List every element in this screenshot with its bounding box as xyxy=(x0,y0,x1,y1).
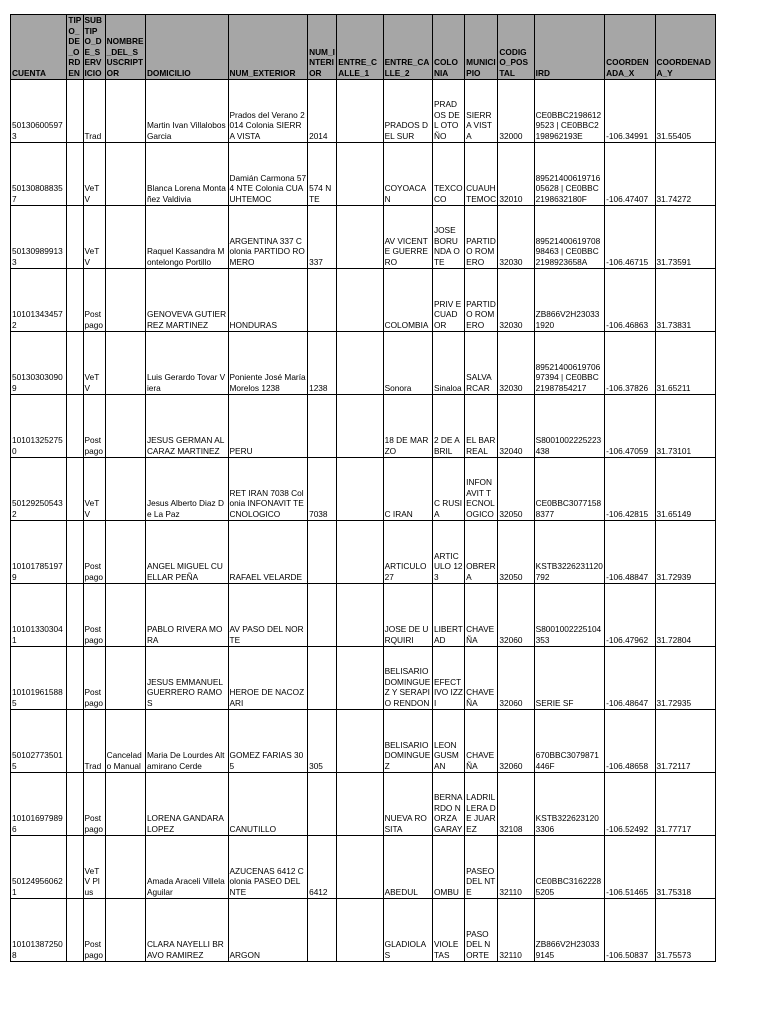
table-cell xyxy=(337,331,383,394)
table-cell: 32000 xyxy=(498,79,534,142)
table-cell: 101013434572 xyxy=(11,268,67,331)
table-cell: -106.48647 xyxy=(605,646,655,709)
table-cell xyxy=(105,898,145,961)
table-cell: Postpago xyxy=(83,394,105,457)
table-cell: 101013303041 xyxy=(11,583,67,646)
table-cell: -106.46863 xyxy=(605,268,655,331)
table-cell: 32050 xyxy=(498,520,534,583)
table-cell: 501249560621 xyxy=(11,835,67,898)
table-cell xyxy=(67,331,83,394)
table-cell: -106.48658 xyxy=(605,709,655,772)
table-cell: 501306005973 xyxy=(11,79,67,142)
table-cell: 32060 xyxy=(498,646,534,709)
table-cell: LORENA GANDARA LOPEZ xyxy=(145,772,228,835)
table-cell: Raquel Kassandra Montelongo Portillo xyxy=(145,205,228,268)
table-cell: 32110 xyxy=(498,898,534,961)
table-row xyxy=(11,835,716,898)
table-cell xyxy=(337,79,383,142)
table-cell xyxy=(105,142,145,205)
table-cell: AZUCENAS 6412 Colonia PASEO DEL NTE xyxy=(228,835,308,898)
table-cell xyxy=(308,898,337,961)
table-cell: LADRILLERA DE JUAREZ xyxy=(465,772,498,835)
table-cell: Prados del Verano 2014 Colonia SIERRA VISTA xyxy=(228,79,308,142)
header-cell: ENTRE_CALLE_2 xyxy=(383,15,432,80)
table-cell: CUAUHTEMOC xyxy=(465,142,498,205)
table-cell: 32030 xyxy=(498,331,534,394)
table-cell: C RUSIA xyxy=(432,457,464,520)
table-cell: 2 DE ABRIL xyxy=(432,394,464,457)
table-cell xyxy=(308,394,337,457)
table-cell xyxy=(308,520,337,583)
table-cell: 32010 xyxy=(498,142,534,205)
table-cell: 1238 xyxy=(308,331,337,394)
header-cell: IRD xyxy=(534,15,605,80)
table-cell: -106.34991 xyxy=(605,79,655,142)
table-cell: Postpago xyxy=(83,898,105,961)
header-cell: NUM_EXTERIOR xyxy=(228,15,308,80)
table-cell xyxy=(67,520,83,583)
table-cell: Postpago xyxy=(83,268,105,331)
table-cell: JOSE BORUNDA OTE xyxy=(432,205,464,268)
table-cell: -106.46715 xyxy=(605,205,655,268)
table-cell: ARTICULO 27 xyxy=(383,520,432,583)
table-cell: PABLO RIVERA MORA xyxy=(145,583,228,646)
table-cell: ZB866V2H230331920 xyxy=(534,268,605,331)
table-cell: BELISARIO DOMINGUEZ xyxy=(383,709,432,772)
table-cell: 501308088357 xyxy=(11,142,67,205)
table-cell: -106.47059 xyxy=(605,394,655,457)
table-cell xyxy=(67,646,83,709)
table-cell: Amada Araceli Villela Aguilar xyxy=(145,835,228,898)
table-cell: NUEVA ROSITA xyxy=(383,772,432,835)
table-cell: SALVARCAR xyxy=(465,331,498,394)
table-cell: COYOACAN xyxy=(383,142,432,205)
table-cell: 32050 xyxy=(498,457,534,520)
table-cell: 101013872508 xyxy=(11,898,67,961)
table-cell xyxy=(67,142,83,205)
table-cell: Blanca Lorena Montañez Valdivia xyxy=(145,142,228,205)
table-cell xyxy=(337,394,383,457)
table-cell: 101019615885 xyxy=(11,646,67,709)
table-cell xyxy=(105,79,145,142)
table-cell: PARTIDO ROMERO xyxy=(465,205,498,268)
table-cell: ANGEL MIGUEL CUELLAR PEÑA xyxy=(145,520,228,583)
table-cell: 31.73831 xyxy=(655,268,716,331)
table-cell xyxy=(105,268,145,331)
table-cell: 501303030909 xyxy=(11,331,67,394)
table-cell xyxy=(308,772,337,835)
table-cell: 6412 xyxy=(308,835,337,898)
table-cell: 31.72117 xyxy=(655,709,716,772)
table-cell: 501027735015 xyxy=(11,709,67,772)
table-cell: CE0BBC21986129523 | CE0BBC2198962193E xyxy=(534,79,605,142)
data-table xyxy=(10,14,716,962)
table-cell: 31.72935 xyxy=(655,646,716,709)
table-cell: 31.73591 xyxy=(655,205,716,268)
table-cell: Cancelado Manual xyxy=(105,709,145,772)
table-row xyxy=(11,709,716,772)
header-cell: DOMICILIO xyxy=(145,15,228,80)
table-cell xyxy=(67,898,83,961)
table-cell: CHAVEÑA xyxy=(465,646,498,709)
table-cell: ARTICULO 123 xyxy=(432,520,464,583)
table-cell: Postpago xyxy=(83,583,105,646)
table-cell xyxy=(67,772,83,835)
table-cell: Postpago xyxy=(83,772,105,835)
table-cell: 32030 xyxy=(498,268,534,331)
table-cell: GOMEZ FARIAS 305 xyxy=(228,709,308,772)
table-cell: Trad xyxy=(83,709,105,772)
header-cell: ENTRE_CALLE_1 xyxy=(337,15,383,80)
table-cell xyxy=(67,709,83,772)
table-cell xyxy=(67,457,83,520)
table-cell: 32040 xyxy=(498,394,534,457)
table-cell: OBRERA xyxy=(465,520,498,583)
table-cell: 31.55405 xyxy=(655,79,716,142)
table-cell: VeTV xyxy=(83,142,105,205)
table-cell: 501309899133 xyxy=(11,205,67,268)
table-cell: SIERRA VISTA xyxy=(465,79,498,142)
table-cell: RET IRAN 7038 Colonia INFONAVIT TECNOLOGICO xyxy=(228,457,308,520)
header-cell: COLONIA xyxy=(432,15,464,80)
table-cell: CHAVEÑA xyxy=(465,583,498,646)
table-cell: PRADOS DEL OTOÑO xyxy=(432,79,464,142)
table-cell xyxy=(337,142,383,205)
table-cell xyxy=(105,835,145,898)
table-cell xyxy=(308,268,337,331)
table-row xyxy=(11,520,716,583)
table-cell: -106.51465 xyxy=(605,835,655,898)
table-cell: 31.73101 xyxy=(655,394,716,457)
table-cell xyxy=(67,394,83,457)
table-cell xyxy=(105,583,145,646)
table-cell: 670BBC3079871446F xyxy=(534,709,605,772)
table-row xyxy=(11,394,716,457)
table-cell: CANUTILLO xyxy=(228,772,308,835)
table-cell xyxy=(337,898,383,961)
table-cell: EL BARREAL xyxy=(465,394,498,457)
header-row xyxy=(11,15,716,80)
table-cell: VIOLETAS xyxy=(432,898,464,961)
table-cell: 31.65149 xyxy=(655,457,716,520)
table-cell: Jesus Alberto Diaz De La Paz xyxy=(145,457,228,520)
table-cell: TEXCOCO xyxy=(432,142,464,205)
table-cell: PERU xyxy=(228,394,308,457)
table-cell: HEROE DE NACOZARI xyxy=(228,646,308,709)
table-cell: VeTV xyxy=(83,331,105,394)
header-cell: CUENTA xyxy=(11,15,67,80)
header-cell: CODIGO_POSTAL xyxy=(498,15,534,80)
table-cell: 31.75318 xyxy=(655,835,716,898)
table-cell: -106.37826 xyxy=(605,331,655,394)
table-cell: 8952140061970898463 | CE0BBC2198923658A xyxy=(534,205,605,268)
table-cell: COLOMBIA xyxy=(383,268,432,331)
table-cell: 31.77717 xyxy=(655,772,716,835)
table-cell xyxy=(337,268,383,331)
table-cell: S8001002225223438 xyxy=(534,394,605,457)
table-cell: PARTIDO ROMERO xyxy=(465,268,498,331)
header-cell: SUB TIPO_DE_SERVICIO xyxy=(83,15,105,80)
table-cell: Postpago xyxy=(83,646,105,709)
table-cell: VeTV Plus xyxy=(83,835,105,898)
table-cell: KSTB3226231203306 xyxy=(534,772,605,835)
table-cell: 31.74272 xyxy=(655,142,716,205)
table-cell: INFONAVIT TECNOLOGICO xyxy=(465,457,498,520)
table-cell xyxy=(105,331,145,394)
table-cell xyxy=(105,520,145,583)
table-cell: HONDURAS xyxy=(228,268,308,331)
table-cell: 101013252750 xyxy=(11,394,67,457)
table-cell: JOSE DE URQUIRI xyxy=(383,583,432,646)
table-cell xyxy=(67,205,83,268)
table-cell: GLADIOLAS xyxy=(383,898,432,961)
table-cell: 31.72939 xyxy=(655,520,716,583)
table-cell: 101016979896 xyxy=(11,772,67,835)
table-cell xyxy=(67,79,83,142)
table-cell: Postpago xyxy=(83,520,105,583)
table-cell xyxy=(337,205,383,268)
header-cell: TIPO_DE_ORDEN xyxy=(68,15,82,78)
table-cell: SERIE SF xyxy=(534,646,605,709)
table-cell xyxy=(105,205,145,268)
table-cell xyxy=(337,772,383,835)
table-cell xyxy=(337,583,383,646)
table-cell: PRADOS DEL SUR xyxy=(383,79,432,142)
table-cell: 7038 xyxy=(308,457,337,520)
table-cell: 31.72804 xyxy=(655,583,716,646)
table-cell: CE0BBC31622285205 xyxy=(534,835,605,898)
table-cell: -106.50837 xyxy=(605,898,655,961)
table-cell: CE0BBC30771588377 xyxy=(534,457,605,520)
table-cell xyxy=(67,835,83,898)
table-row xyxy=(11,646,716,709)
table-cell: VeTV xyxy=(83,205,105,268)
table-cell: ABEDUL xyxy=(383,835,432,898)
table-cell xyxy=(105,394,145,457)
table-cell: ARGENTINA 337 Colonia PARTIDO ROMERO xyxy=(228,205,308,268)
table-cell: 101017851979 xyxy=(11,520,67,583)
table-cell: VeTV xyxy=(83,457,105,520)
table-cell: Maria De Lourdes Altamirano Cerde xyxy=(145,709,228,772)
table-cell: 32060 xyxy=(498,583,534,646)
table-cell: CLARA NAYELLI BRAVO RAMIREZ xyxy=(145,898,228,961)
table-cell: 8952140061970697394 | CE0BBC21987854217 xyxy=(534,331,605,394)
table-cell xyxy=(105,772,145,835)
table-cell: BERNARDO NORZA GARAY xyxy=(432,772,464,835)
table-row xyxy=(11,583,716,646)
table-cell xyxy=(105,646,145,709)
table-cell: GENOVEVA GUTIERREZ MARTINEZ xyxy=(145,268,228,331)
table-cell xyxy=(337,709,383,772)
table-cell: 31.65211 xyxy=(655,331,716,394)
table-cell: 31.75573 xyxy=(655,898,716,961)
header-cell: NOMBRE_DEL_SUSCRIPTOR xyxy=(105,15,145,80)
table-cell: Luis Gerardo Tovar Viera xyxy=(145,331,228,394)
table-cell xyxy=(308,583,337,646)
header-cell: MUNICIPIO xyxy=(465,15,498,80)
table-row xyxy=(11,331,716,394)
table-cell xyxy=(337,520,383,583)
table-cell: 32030 xyxy=(498,205,534,268)
table-cell: ZB866V2H230339145 xyxy=(534,898,605,961)
table-cell xyxy=(308,646,337,709)
table-row xyxy=(11,772,716,835)
table-cell: PRIV ECUADOR xyxy=(432,268,464,331)
table-cell: 8952140061971605628 | CE0BBC2198632180F xyxy=(534,142,605,205)
table-cell: 501292505432 xyxy=(11,457,67,520)
table-cell: JESUS EMMANUEL GUERRERO RAMOS xyxy=(145,646,228,709)
header-cell: NUM_INTERIOR xyxy=(308,15,337,80)
table-cell: JESUS GERMAN ALCARAZ MARTINEZ xyxy=(145,394,228,457)
table-cell: PASEO DEL NTE xyxy=(465,835,498,898)
table-cell: Sinaloa xyxy=(432,331,464,394)
table-cell: ARGON xyxy=(228,898,308,961)
table-cell: Poniente José María Morelos 1238 xyxy=(228,331,308,394)
table-cell: 32108 xyxy=(498,772,534,835)
table-cell: C IRAN xyxy=(383,457,432,520)
table-cell: KSTB3226231120792 xyxy=(534,520,605,583)
table-cell: -106.47962 xyxy=(605,583,655,646)
table-cell: -106.48847 xyxy=(605,520,655,583)
table-cell xyxy=(337,835,383,898)
table-cell xyxy=(67,268,83,331)
table-row xyxy=(11,898,716,961)
table-cell: Sonora xyxy=(383,331,432,394)
table-cell: EFECTIVO IZZI xyxy=(432,646,464,709)
table-row xyxy=(11,268,716,331)
table-cell xyxy=(105,457,145,520)
table-cell: 337 xyxy=(308,205,337,268)
table-cell: -106.42815 xyxy=(605,457,655,520)
table-cell: 32110 xyxy=(498,835,534,898)
table-cell: 305 xyxy=(308,709,337,772)
table-row xyxy=(11,457,716,520)
table-cell: BELISARIO DOMINGUEZ Y SERAPIO RENDON xyxy=(383,646,432,709)
table-cell: Martin Ivan Villalobos Garcia xyxy=(145,79,228,142)
table-cell: -106.52492 xyxy=(605,772,655,835)
table-cell: S8001002225104353 xyxy=(534,583,605,646)
header-cell: COORDENADA_X xyxy=(605,15,655,80)
table-cell: -106.47407 xyxy=(605,142,655,205)
table-cell: OMBU xyxy=(432,835,464,898)
table-cell: RAFAEL VELARDE xyxy=(228,520,308,583)
table-row xyxy=(11,142,716,205)
table-cell: 2014 xyxy=(308,79,337,142)
table-cell xyxy=(337,646,383,709)
table-cell: AV PASO DEL NORTE xyxy=(228,583,308,646)
table-cell: 32060 xyxy=(498,709,534,772)
table-cell: LIBERTAD xyxy=(432,583,464,646)
table-cell: AV VICENTE GUERRERO xyxy=(383,205,432,268)
header-cell: COORDENADA_Y xyxy=(655,15,716,80)
table-cell: LEON GUSMAN xyxy=(432,709,464,772)
table-cell: Trad xyxy=(83,79,105,142)
table-cell: PASO DEL NORTE xyxy=(465,898,498,961)
table-cell: 574 NTE xyxy=(308,142,337,205)
table-cell xyxy=(67,583,83,646)
table-cell: Damián Carmona 574 NTE Colonia CUAUHTEMOC xyxy=(228,142,308,205)
table-cell: 18 DE MARZO xyxy=(383,394,432,457)
table-row xyxy=(11,205,716,268)
table-row xyxy=(11,79,716,142)
table-cell: CHAVEÑA xyxy=(465,709,498,772)
table-cell xyxy=(337,457,383,520)
